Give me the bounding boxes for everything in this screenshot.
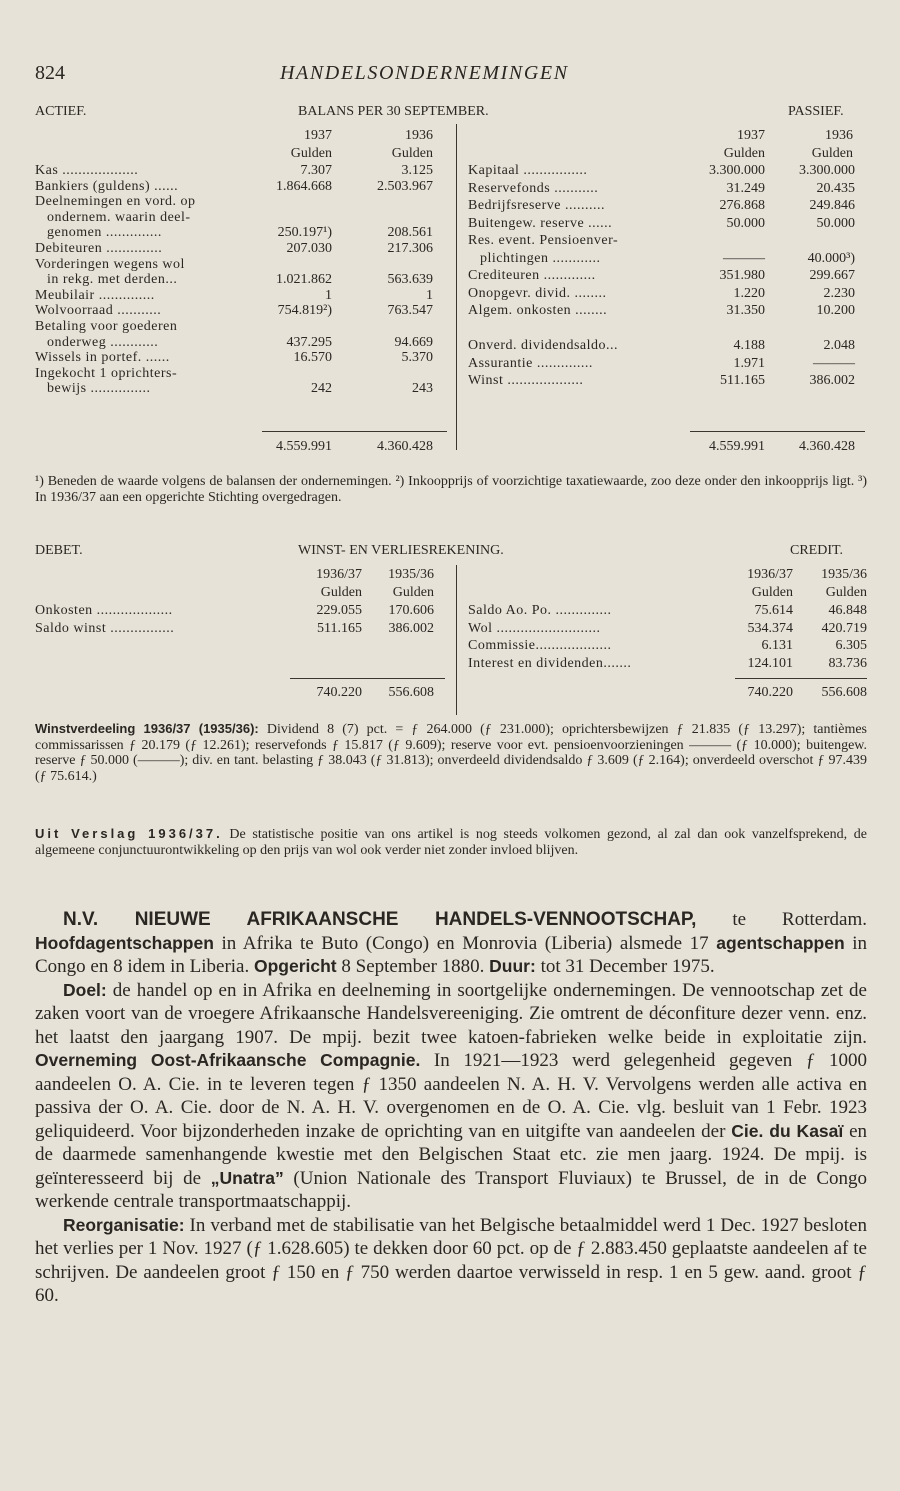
row-label: plichtingen ............ <box>480 250 601 266</box>
row-label: Wol .......................... <box>468 620 601 636</box>
row-value-b: 46.848 <box>828 603 867 618</box>
row-label: Ingekocht 1 oprichters- <box>35 365 178 381</box>
row-value-a: 534.374 <box>747 620 793 636</box>
row-value-a: 276.868 <box>719 198 765 213</box>
liab-total-rule <box>690 431 865 432</box>
row-label: Reservefonds ........... <box>468 180 599 196</box>
row-value-b: 50.000 <box>816 215 855 231</box>
company-paragraph-2 <box>35 979 867 1214</box>
row-label: Bedrijfsreserve .......... <box>468 198 606 213</box>
row-label: Onkosten ................... <box>35 603 173 618</box>
row-value-a: 1.864.668 <box>276 178 332 194</box>
debet-label: DEBET. <box>35 543 83 558</box>
row-value-b: 2.230 <box>823 285 855 301</box>
row-value-b: 6.305 <box>835 638 867 653</box>
row-value-a: 754.819²) <box>277 303 332 319</box>
row-label: Bankiers (guldens) ...... <box>35 178 179 194</box>
annual-report-note <box>35 826 867 858</box>
term-doel: Doel: <box>63 979 107 1000</box>
liab-year-a: 1937 <box>737 128 765 143</box>
row-value-a: 207.030 <box>286 241 332 256</box>
running-head: HANDELSONDERNEMINGEN <box>280 62 569 84</box>
credit-unit-b: Gulden <box>825 585 867 600</box>
text-span: en de daarmede samenhangende kwestie met den Belgischen Staat etc. zie men jaarg. 1924. De mpij. is geïnteresseerd bij de <box>35 1120 868 1189</box>
row-label: Winst ................... <box>468 373 584 388</box>
row-value-a: 31.249 <box>726 180 765 196</box>
row-value-b: 386.002 <box>809 373 855 388</box>
company-paragraph-1 <box>35 908 867 979</box>
row-label: Saldo Ao. Po. .............. <box>468 603 612 618</box>
liab-total-a: 4.559.991 <box>709 439 765 454</box>
liab-unit-a: Gulden <box>723 146 765 161</box>
row-label: Algem. onkosten ........ <box>468 303 608 318</box>
row-label: genomen .............. <box>47 225 162 241</box>
text-span: In 1921—1923 werd gelegenheid gegeven ƒ 1000 aandeelen O. A. Cie. in te leveren tegen ƒ 1350 aandeelen N. A. H. V. Vervolgens werden alle activa en passiva der O. A. Cie. door de N. A. H. V. overgenomen en de O. A. Cie. vlg. besluit van 1 Febr. 1923 geliquideerd. Voor bijzonderheden inzake de oprichting van en uitgifte van aandeelen der <box>35 1050 867 1142</box>
row-value-a: 511.165 <box>317 620 362 636</box>
row-label: onderweg ............ <box>47 334 159 350</box>
credit-total-b: 556.608 <box>821 685 867 700</box>
debit-unit-b: Gulden <box>392 585 434 600</box>
text-span: de handel op en in Afrika en deelneming in soortgelijke ondernemingen. De vennootschap zet de zaken voort van de vroegere Afrikaansche Handelsvereeniging. Zie omtrent de déconfiture dezer venn. enz. het laatst den jaargang 1907. De mpij. bezit twee katoen-fabrieken welke beide in exploitatie zijn. <box>35 979 867 1048</box>
term-cie-du-kasai: Cie. du Kasaï <box>731 1120 844 1141</box>
row-value-b: 3.125 <box>401 163 433 178</box>
passief-label: PASSIEF. <box>788 104 844 119</box>
row-value-a: 242 <box>311 381 332 397</box>
text-span: In verband met de stabilisatie van het Belgische betaalmiddel werd 1 Dec. 1927 besloten het verlies per 1 Nov. 1927 (ƒ 1.628.605) te dekken door 60 pct. op de ƒ 2.883.450 geplaatste aandeelen af te schrijven. De aandeelen groot ƒ 150 en ƒ 750 werden daartoe verwisseld in resp. 1 en 5 gew. aand. groot ƒ 60. <box>35 1214 867 1306</box>
row-value-b: 94.669 <box>394 334 433 350</box>
row-value-a: 16.570 <box>293 350 332 366</box>
term-hoofdagentschappen: Hoofdagentschappen <box>35 932 214 953</box>
debit-total-rule <box>290 678 445 679</box>
row-value-b: 20.435 <box>816 180 855 196</box>
company-location: te Rotterdam. <box>696 909 867 930</box>
page-number: 824 <box>35 62 65 84</box>
row-value-b: 243 <box>412 381 433 397</box>
debit-unit-a: Gulden <box>320 585 362 600</box>
text-span: in Congo en 8 idem in Liberia. <box>35 932 868 977</box>
balance-footnote: ¹) Beneden de waarde volgens de balansen der ondernemingen. ²) Inkoopprijs of voorzichtige taxatiewaarde, zoo deze onder den inkoopprijs ligt. ³) In 1936/37 aan een opgerichte Stichting overgedragen. <box>35 474 867 505</box>
row-value-b: 386.002 <box>388 620 434 636</box>
balance-divider <box>456 124 457 450</box>
row-value-a: 229.055 <box>316 603 362 618</box>
pl-divider <box>456 565 457 715</box>
row-label: Onverd. dividendsaldo... <box>468 338 619 353</box>
credit-total-rule <box>735 678 867 679</box>
credit-year-b: 1935/36 <box>821 567 867 582</box>
row-value-b: 170.606 <box>388 603 434 618</box>
pl-title: WINST- EN VERLIESREKENING. <box>298 543 504 558</box>
asset-unit-a: Gulden <box>290 146 332 161</box>
row-value-b: 2.048 <box>823 338 855 353</box>
row-value-b: 1 <box>426 287 433 303</box>
row-value-a: ——— <box>723 250 765 266</box>
row-value-a: 7.307 <box>300 163 332 178</box>
company-entry <box>35 908 867 1308</box>
credit-label: CREDIT. <box>790 543 844 558</box>
row-value-b: 5.370 <box>401 350 433 366</box>
text-span: 8 September 1880. <box>336 956 490 977</box>
text-span: in Afrika te Buto (Congo) en Monrovia (Liberia) alsmede 17 <box>213 932 717 954</box>
row-value-a: 31.350 <box>726 303 765 318</box>
row-value-a: 1.220 <box>733 285 765 301</box>
asset-unit-b: Gulden <box>391 146 433 161</box>
profit-distribution <box>35 721 867 784</box>
row-value-a: 250.197¹) <box>277 225 332 241</box>
row-value-b: 763.547 <box>387 303 433 319</box>
debit-year-b: 1935/36 <box>388 567 434 582</box>
balance-title: BALANS PER 30 SEPTEMBER. <box>298 104 489 119</box>
row-value-a: 351.980 <box>719 268 765 283</box>
term-duur: Duur: <box>489 956 536 976</box>
row-value-b: 10.200 <box>816 303 855 318</box>
row-value-b: 563.639 <box>387 272 433 288</box>
row-value-a: 50.000 <box>726 215 765 231</box>
term-unatra: „Unatra” <box>210 1167 284 1188</box>
row-value-a: 437.295 <box>286 334 332 350</box>
row-label: Deelnemingen en vord. op <box>35 194 196 210</box>
row-value-b: 83.736 <box>828 655 867 671</box>
row-label: Assurantie .............. <box>468 355 593 371</box>
row-value-b: 208.561 <box>387 225 433 241</box>
row-label: Buitengew. reserve ...... <box>468 215 613 231</box>
row-value-a: 4.188 <box>733 338 765 353</box>
asset-year-b: 1936 <box>405 128 433 143</box>
row-value-a: 1.971 <box>733 355 765 371</box>
profit-distribution-heading: Winstverdeeling 1936/37 (1935/36): <box>35 721 259 736</box>
row-label: Debiteuren .............. <box>35 241 163 256</box>
row-label: Crediteuren ............. <box>468 268 596 283</box>
row-value-a: 75.614 <box>754 603 793 618</box>
row-label: Saldo winst ................ <box>35 620 175 636</box>
row-value-a: 6.131 <box>761 638 793 653</box>
row-label: Meubilair .............. <box>35 287 155 303</box>
term-agentschappen: agentschappen <box>716 932 845 953</box>
asset-year-a: 1937 <box>304 128 332 143</box>
row-value-b: ——— <box>813 355 855 371</box>
row-label: ondernem. waarin deel- <box>47 209 191 225</box>
row-value-a: 3.300.000 <box>709 163 765 178</box>
row-value-a: 1.021.862 <box>276 272 332 288</box>
row-label: Wissels in portef. ...... <box>35 350 170 366</box>
row-value-b: 217.306 <box>387 241 433 256</box>
credit-year-a: 1936/37 <box>747 567 793 582</box>
row-value-a: 1 <box>325 287 332 303</box>
liab-year-b: 1936 <box>825 128 853 143</box>
row-label: Kas ................... <box>35 163 139 178</box>
credit-unit-a: Gulden <box>751 585 793 600</box>
profit-distribution-text: Dividend 8 (7) pct. = ƒ 264.000 (ƒ 231.000); oprichtersbewijzen ƒ 21.835 (ƒ 13.297); tantièmes commissarissen ƒ 20.179 (ƒ 12.261); reservefonds ƒ 15.817 (ƒ 9.609); reserve voor evt. pensioenvoorzieningen ——— (ƒ 10.000); buitengew. reserve ƒ 50.000 (———); div. en tant. belasting ƒ 38.043 (ƒ 31.813); onverdeeld dividendsaldo ƒ 3.609 (ƒ 2.164); onverdeeld overschot ƒ 97.439 (ƒ 75.614.) <box>35 722 868 784</box>
row-label: Interest en dividenden....... <box>468 655 632 671</box>
row-value-b: 40.000³) <box>807 250 855 266</box>
assets-total-b: 4.360.428 <box>377 439 433 454</box>
text-span: tot 31 December 1975. <box>535 956 715 977</box>
actief-label: ACTIEF. <box>35 104 87 119</box>
text-span: (Union Nationale des Transport Fluviaux) te Brussel, de in de Congo werkende centrale transportmaatschappij. <box>35 1167 868 1212</box>
credit-total-a: 740.220 <box>747 685 793 700</box>
row-label: Betaling voor goederen <box>35 319 178 334</box>
row-label: Wolvoorraad ........... <box>35 303 162 319</box>
report-text: De statistische positie van ons artikel is nog steeds volkomen gezond, al zal dan ook vanzelfsprekend, de algemeene conjunctuurontwikkeling op den prijs van wol ook verder niet zonder invloed blijven. <box>35 827 867 858</box>
row-value-a: 511.165 <box>720 373 765 388</box>
assets-total-a: 4.559.991 <box>276 439 332 454</box>
row-label: Onopgevr. divid. ........ <box>468 285 607 301</box>
row-value-a: 124.101 <box>747 655 793 671</box>
row-value-b: 3.300.000 <box>799 163 855 178</box>
liab-total-b: 4.360.428 <box>799 439 855 454</box>
report-heading: Uit Verslag 1936/37. <box>35 826 223 841</box>
row-label: Vorderingen wegens wol <box>35 256 185 272</box>
liab-unit-b: Gulden <box>811 146 853 161</box>
row-label: Res. event. Pensioenver- <box>468 233 619 248</box>
row-label: Commissie................... <box>468 638 612 653</box>
row-value-b: 299.667 <box>809 268 855 283</box>
company-paragraph-3 <box>35 1214 867 1308</box>
row-value-b: 2.503.967 <box>377 178 433 194</box>
term-overneming: Overneming Oost-Afrikaansche Compagnie. <box>35 1050 421 1070</box>
row-value-b: 249.846 <box>809 198 855 213</box>
debit-year-a: 1936/37 <box>316 567 362 582</box>
row-label: bewijs ............... <box>47 381 151 397</box>
debit-total-b: 556.608 <box>388 685 434 700</box>
row-label: Kapitaal ................ <box>468 163 588 178</box>
term-reorganisatie: Reorganisatie: <box>63 1214 185 1235</box>
term-opgericht: Opgericht <box>253 956 337 976</box>
assets-total-rule <box>262 431 447 432</box>
company-name: N.V. NIEUWE AFRIKAANSCHE HANDELS-VENNOOTSCHAP, <box>63 909 697 930</box>
row-value-b: 420.719 <box>821 620 867 636</box>
row-label: in rekg. met derden... <box>47 272 178 288</box>
debit-total-a: 740.220 <box>316 685 362 700</box>
